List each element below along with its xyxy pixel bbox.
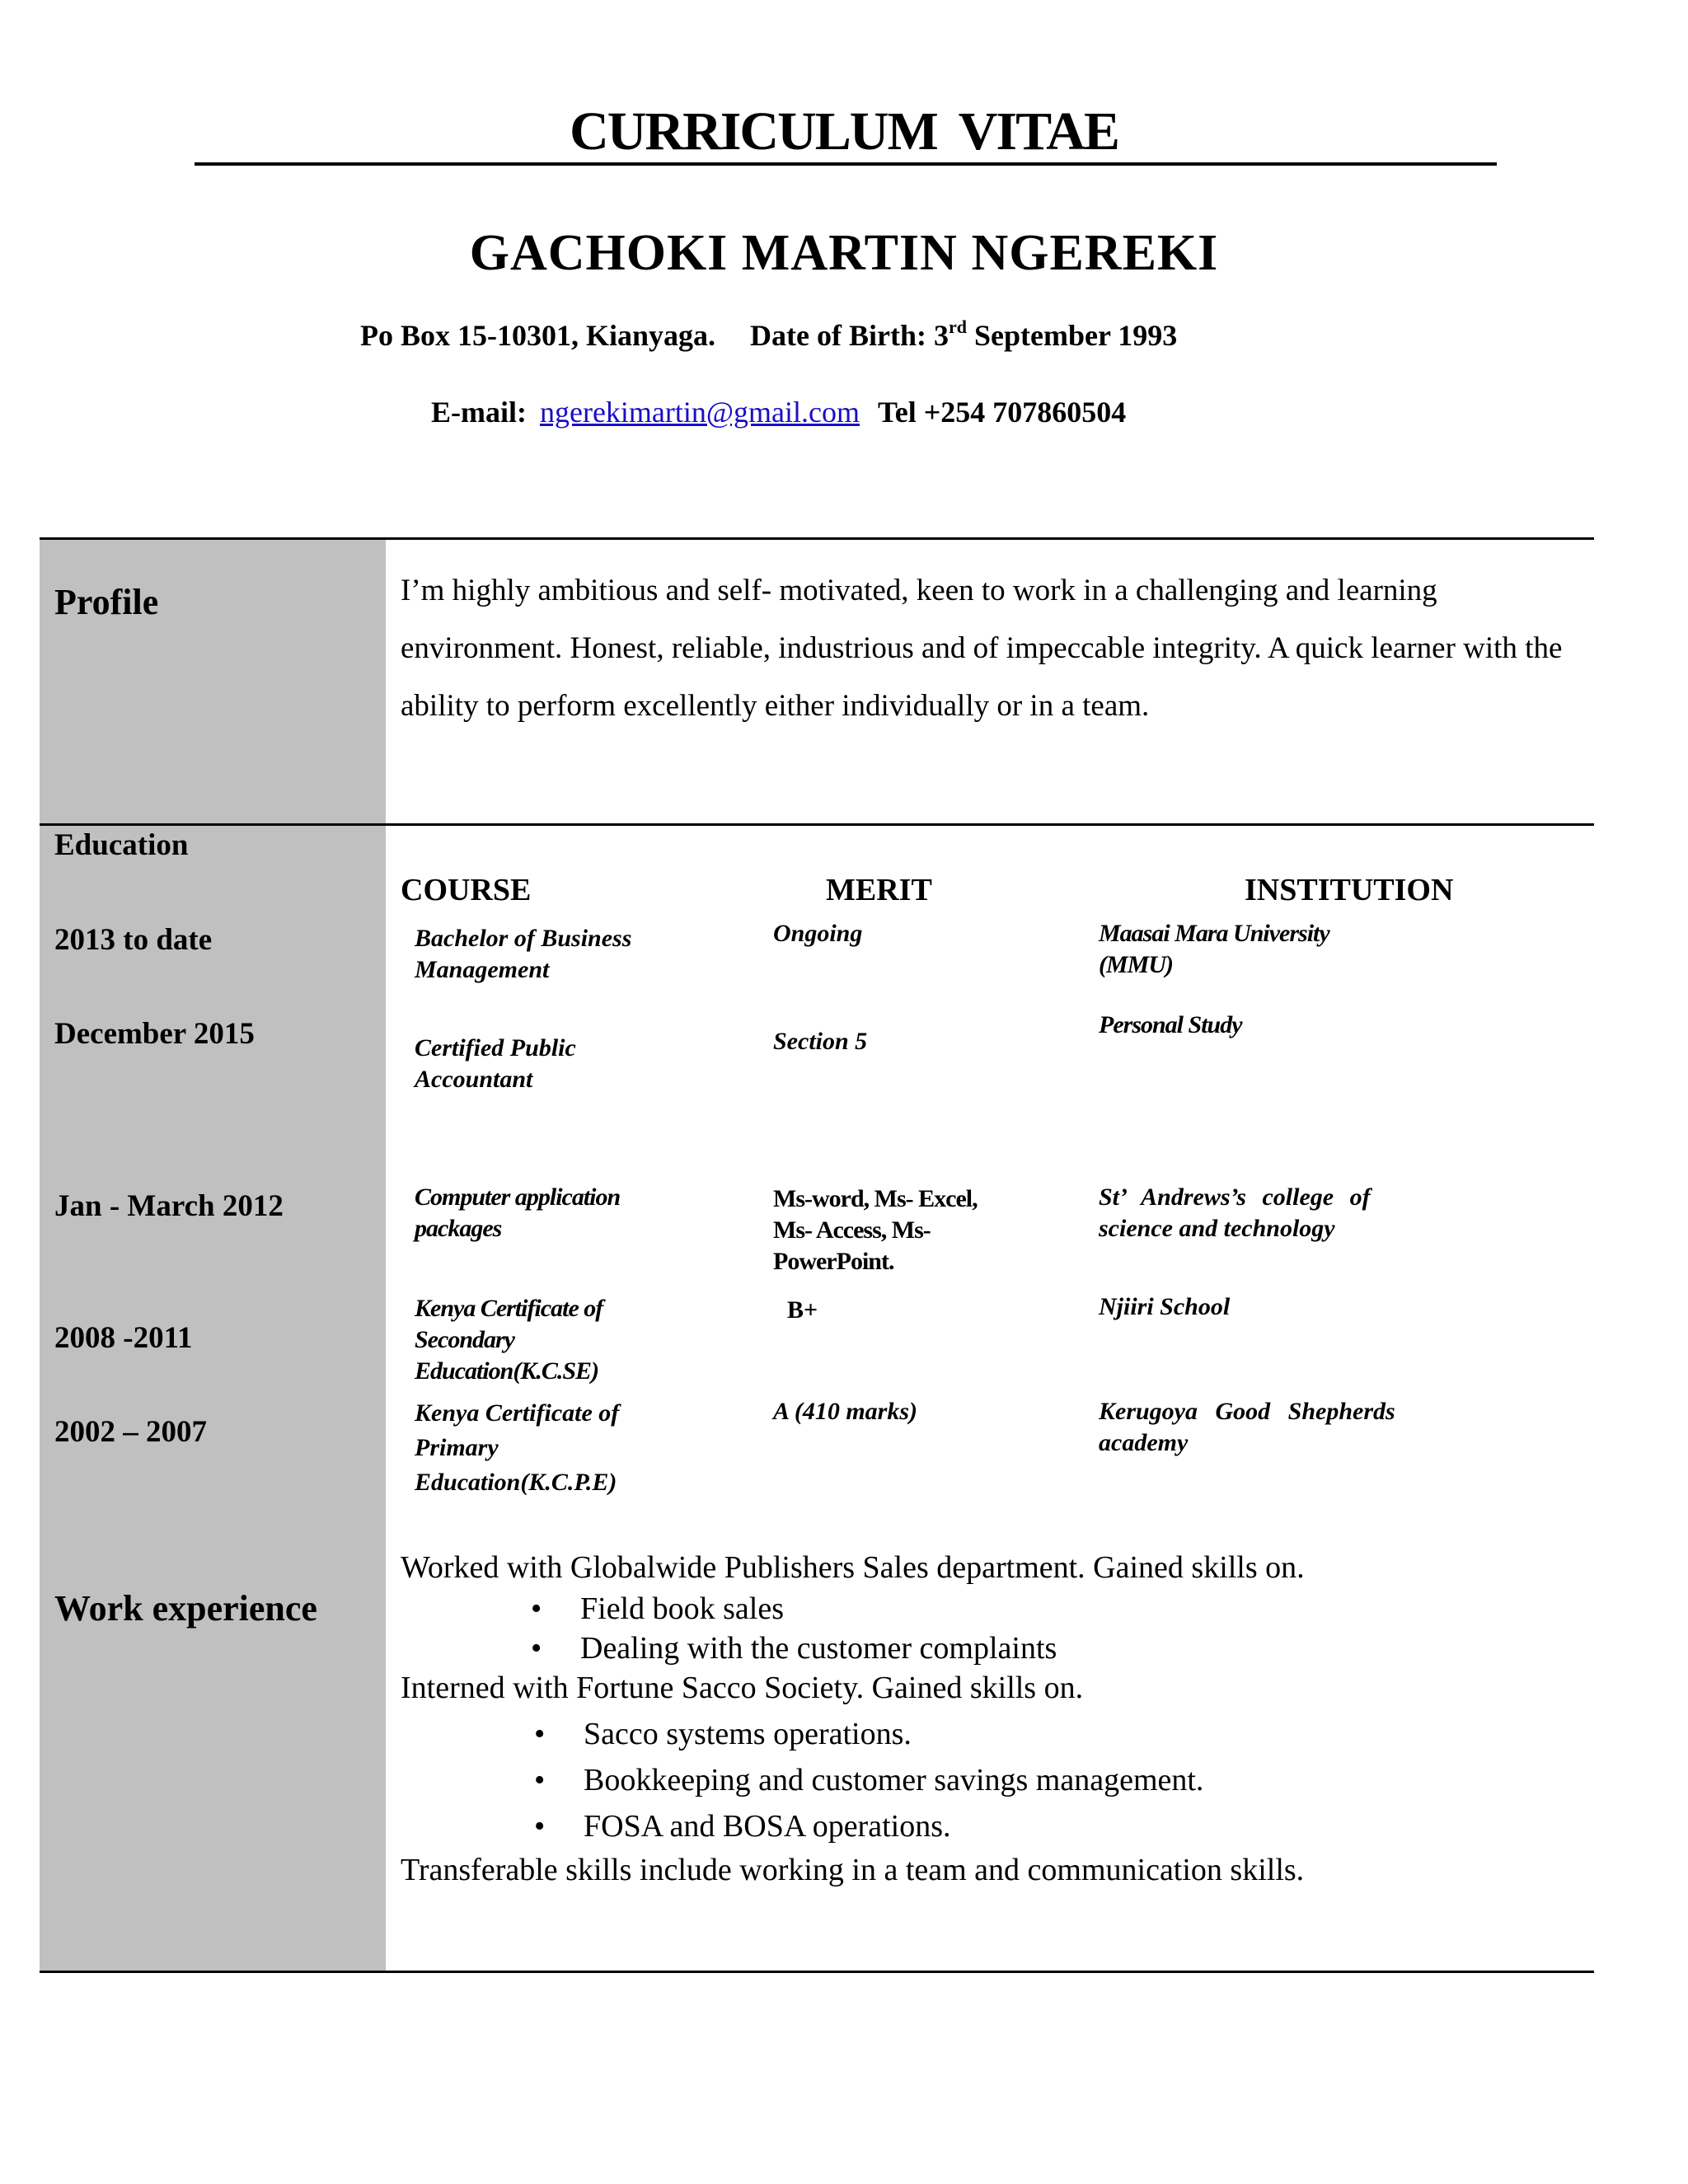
profile-text: I’m highly ambitious and self- motivated, keen to work in a challenging and learning environment. Honest, reliable, industrious and of impeccable integrity. A quick learner with the ability to perform excellently either individually or in a team. xyxy=(401,574,1563,723)
education-course: Kenya Certificate of Secondary Education(K.C.SE) xyxy=(415,1295,603,1385)
education-merit: B+ xyxy=(787,1296,818,1324)
bottom-rule xyxy=(40,1971,1594,1973)
work-job-1: Worked with Globalwide Publishers Sales department. Gained skills on. xyxy=(401,1550,1305,1585)
work-skill-item: • Sacco systems operations. xyxy=(534,1717,912,1751)
education-course: Computer application packages xyxy=(415,1183,621,1242)
education-period: Jan - March 2012 xyxy=(54,1189,284,1223)
education-top-rule xyxy=(40,823,1594,826)
institution-header: INSTITUTION xyxy=(1245,873,1454,907)
cv-title xyxy=(0,101,1688,163)
candidate-name: GACHOKI MARTIN NGEREKI xyxy=(469,225,1219,281)
address-line xyxy=(360,318,1177,353)
profile-label: Profile xyxy=(54,582,159,622)
course-header: COURSE xyxy=(401,873,532,907)
education-course: Kenya Certificate of Primary Education(K.C.P.E) xyxy=(415,1399,620,1496)
section-sidebar xyxy=(40,538,386,1972)
education-merit: A (410 marks) xyxy=(773,1398,918,1425)
education-period: 2008 -2011 xyxy=(54,1321,193,1355)
education-merit: Ms-word, Ms- Excel, Ms- Access, Ms- PowerPoint. xyxy=(773,1185,978,1275)
education-course: Certified Public Accountant xyxy=(415,1034,576,1093)
education-merit: Ongoing xyxy=(773,920,863,947)
education-institution: Personal Study xyxy=(1099,1011,1242,1038)
education-institution: St’ Andrews’s college of science and technology xyxy=(1099,1183,1371,1242)
education-merit: Section 5 xyxy=(773,1028,868,1055)
title-underline xyxy=(195,162,1497,166)
cv-title-part1: CURRICULUM xyxy=(570,101,937,162)
education-institution: Njiiri School xyxy=(1099,1293,1231,1320)
education-period: 2013 to date xyxy=(54,923,213,957)
work-skill-item: • FOSA and BOSA operations. xyxy=(534,1809,951,1844)
education-course: Bachelor of Business Management xyxy=(415,925,632,983)
education-period: 2002 – 2007 xyxy=(54,1415,207,1449)
transferable-skills: Transferable skills include working in a team and communication skills. xyxy=(401,1853,1305,1887)
work-skill-item: • Field book sales xyxy=(531,1591,784,1626)
education-institution: Kerugoya Good Shepherds academy xyxy=(1099,1398,1395,1456)
education-institution: Maasai Mara University (MMU) xyxy=(1099,920,1329,978)
cv-title-part2: VITAE xyxy=(958,101,1118,162)
work-skill-item: • Bookkeeping and customer savings management. xyxy=(534,1763,1204,1797)
work-experience-label: Work experience xyxy=(54,1588,317,1629)
telephone: Tel +254 707860504 xyxy=(878,396,1127,429)
work-skill-item: • Dealing with the customer complaints xyxy=(531,1631,1057,1666)
education-label: Education xyxy=(54,828,189,862)
merit-header: MERIT xyxy=(826,873,932,907)
work-job-2: Interned with Fortune Sacco Society. Gained skills on. xyxy=(401,1671,1084,1705)
profile-top-rule xyxy=(40,537,1594,540)
contact-line xyxy=(431,395,1126,429)
email-label: E-mail: xyxy=(431,396,527,429)
postal-address: Po Box 15-10301, Kianyaga. xyxy=(360,319,716,352)
education-period: December 2015 xyxy=(54,1017,255,1051)
email-link[interactable]: ngerekimartin@gmail.com xyxy=(539,396,860,429)
date-of-birth: Date of Birth: 3rd September 1993 xyxy=(750,316,1178,352)
